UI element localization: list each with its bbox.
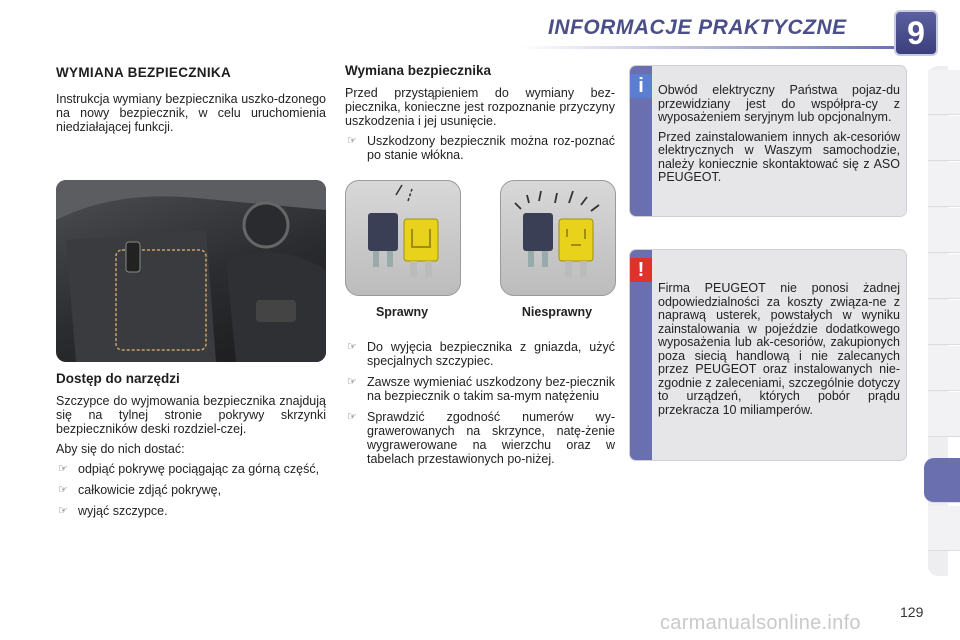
chapter-tab[interactable] [928,70,960,115]
page-number: 129 [900,604,924,620]
page-header [0,0,960,60]
fuse-blown-illustration [500,180,616,296]
chapter-tab[interactable] [928,346,960,391]
warning-paragraph: Firma PEUGEOT nie ponosi żadnej odpowiedzialności za koszty związa-ne z naprawą usterek, powstałych w wyniku zainstalowania w pojeździe dodatkowego wyposażenia lub ak-cesoriów, zakupionych poza siecią handlową i nie zalecanych przez PEUGEOT oraz instalowanych nie-zgodnie z zaleceniami, szczególnie dotyczy to urządzeń, których pobór prądu przekracza 10 miliamperów. [658,281,900,417]
replacement-intro: Przed przystąpieniem do wymiany bez-piecznika, konieczne jest rozpoznanie przyczyny uszkodzenia i jej usunięcie. [345,86,615,128]
list-item: ☞ Uszkodzony bezpiecznik można roz-poznać po stanie włókna. [347,134,615,162]
replacement-steps-list [345,340,615,466]
left-column [56,60,326,140]
hand-pointer-icon: ☞ [347,376,357,388]
list-item: ☞ Sprawdzić zgodność numerów wy-grawerowanych na skrzynce, natę-żenie wygrawerowane na wierzchu oraz w tabelach przestawionych po-niżej. [347,410,615,466]
info-note [630,66,906,216]
tool-access-text: Szczypce do wyjmowania bezpiecznika znajdują się na tylnej stronie pokrywy skrzynki bezpieczników deski rozdziel-czej. [56,394,326,436]
middle-column [345,60,615,169]
hand-pointer-icon: ☞ [347,411,357,423]
section-heading: WYMIANA BEZPIECZNIKA [56,65,231,80]
hand-pointer-icon: ☞ [58,505,68,517]
chapter-tab[interactable] [928,116,960,161]
list-item: ☞ Do wyjęcia bezpiecznika z gniazda, użyć specjalnych szczypiec. [347,340,615,368]
blown-fuse-icon [501,181,615,295]
hand-pointer-icon: ☞ [58,463,68,475]
chapter-tab[interactable] [928,392,960,437]
info-note-text [658,66,906,197]
chapter-tab[interactable] [928,506,960,551]
hand-pointer-icon: ☞ [347,341,357,353]
chapter-title: INFORMACJE PRAKTYCZNE [548,16,847,39]
chapter-tab-active[interactable] [924,458,960,503]
list-item: ☞ Zawsze wymieniać uszkodzony bez-piecznik na bezpiecznik o takim sa-mym natężeniu [347,375,615,403]
replacement-intro-list [345,134,615,162]
chapter-tab[interactable] [928,300,960,345]
list-item: ☞ wyjąć szczypce. [58,504,168,518]
warning-icon: ! [630,258,652,282]
watermark: carmanualsonline.info [660,612,861,634]
tool-access-intro: Aby się do nich dostać: [56,442,185,456]
good-fuse-label: Sprawny [375,305,429,319]
warning-note-text [658,250,906,429]
tool-access-section [56,372,326,525]
dashboard-illustration [56,180,326,362]
good-fuse-icon [346,181,460,295]
dashboard-fusebox-photo [56,180,326,362]
chapter-tab[interactable] [928,254,960,299]
info-paragraph: Przed zainstalowaniem innych ak-cesoriów elektrycznych w Waszym samochodzie, należy koniecznie skontaktować się z ASO PEUGEOT. [658,129,900,184]
replacement-heading: Wymiana bezpiecznika [345,63,492,78]
chapter-tab[interactable] [928,208,960,253]
tool-access-heading: Dostęp do narzędzi [56,371,180,386]
hand-pointer-icon: ☞ [347,135,357,147]
info-paragraph: Obwód elektryczny Państwa pojaz-du przewidziany jest do współpra-cy z wyposażeniem seryjnym lub opcjonalnym. [658,83,900,124]
list-item: ☞ całkowicie zdjąć pokrywę, [58,483,222,497]
tool-access-steps [56,462,326,518]
blown-fuse-label: Niesprawny [521,305,593,319]
chapter-tabs [928,70,960,570]
chapter-number-badge: 9 [896,12,936,54]
fuse-good-illustration [345,180,461,296]
warning-note [630,250,906,460]
list-item: ☞ odpiąć pokrywę pociągając za górną część, [58,462,320,476]
replacement-steps [345,340,615,473]
info-icon: i [630,74,652,98]
intro-paragraph: Instrukcja wymiany bezpiecznika uszko-dzonego na nowy bezpiecznik, w celu uruchomienia niedziałającej funkcji. [56,92,326,134]
chapter-tab[interactable] [928,162,960,207]
hand-pointer-icon: ☞ [58,484,68,496]
header-line [520,46,900,49]
